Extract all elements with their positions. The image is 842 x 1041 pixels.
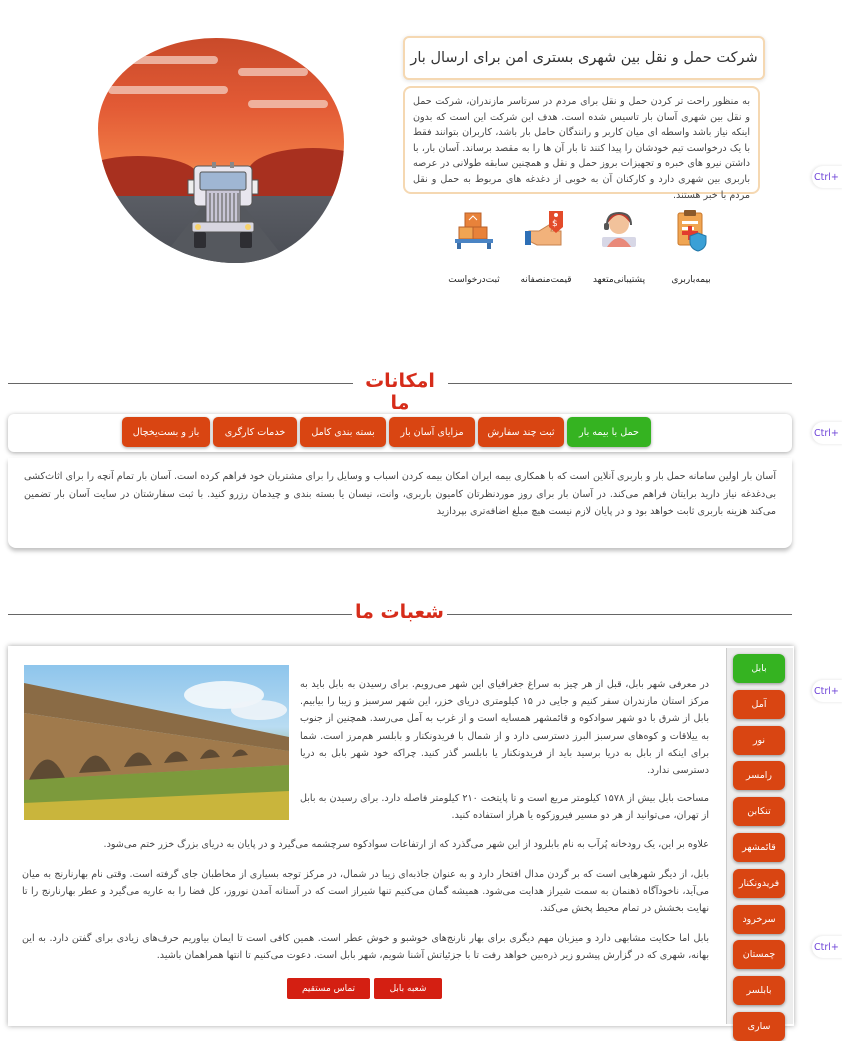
amenity-tab[interactable]: مزایای آسان بار: [389, 417, 475, 447]
divider-line: [8, 383, 353, 384]
branch-tab[interactable]: بابلسر: [733, 976, 785, 1005]
branch-tab[interactable]: آمل: [733, 690, 785, 719]
amenities-text: آسان بار اولین سامانه حمل بار و باربری آنلاین است که با همکاری بیمه ایران امکان بیمه کردن اسباب و وسایل را برای مشتریان خود فراهم کرده است. آسان بار تمام آنچه را برای اثاث‌کشی بی‌دغدغه نیاز دارید برایتان فراهم می‌کند. در آسان بار برای روز موردنظرتان کامیون باربری، وانت، نیسان یا بسته بندی و چیدمان رزرو کنید. با ثبت سفارشتان در سایت آسان بار تضمین می‌کند هزینه باربری ثابت خواهد بود و در پایان لازم نیست هیچ مبلغ اضافه‌تری بپردازید: [8, 458, 792, 548]
feature-insurance: [653, 207, 729, 287]
branch-paragraph: بابل، از دیگر شهرهایی است که بر گردن مدال افتخار دارد و به عنوان جاذبه‌ای زیبا در شمال، در مرکز توجه بسیاری از مخاطبان جای گرفته است. وقتی نام بهارنارنج به میان می‌آید، ناخودآگاه ذهنمان به سمت شیراز هدایت می‌شود. همیشه گمان می‌کنیم تنها شیراز است که در آستانه آمدن نوروز، کل فضا را به عاریه می‌گیرد و عطر بهارنارنج را تا نهایت بخشش در تمام محیط پخش می‌کند.: [22, 869, 709, 915]
branch-babol-button[interactable]: شعبه بابل: [374, 978, 442, 999]
branch-tab[interactable]: نور: [733, 726, 785, 755]
feature-request: [436, 207, 512, 287]
divider-line: [447, 614, 792, 615]
amenity-tab[interactable]: حمل با بیمه بار: [567, 417, 651, 447]
hero-description: به منظور راحت تر کردن حمل و نقل برای مردم در سرتاسر مازندران، شرکت حمل و نقل بین شهری آسان بار تاسیس شده است. هدف این شرکت این است که بدون اینکه نیاز باشد واسطه ای میان کاربر و رانندگان حامل بار باشد، کاربران بتوانند فقط با یک درخواست تیم خودشان را پیدا کنند تا بار آن ها را به مقصد برساند. آسان بار، با داشتن نیرو های خبره و تجهیزات بروز حمل و نقل و همچنین سابقه طولانی در عرصه باربری بین شهری دارد و کارکنان آن به خوبی از دغدغه های مربوط به حمل و نقل مردم با خبر هستند.: [403, 86, 760, 194]
branch-paragraph: بابل اما حکایت مشابهی دارد و میزبان مهم دیگری برای بهار نارنج‌های خوشبو و خوش عطر است. همین کافی است تا ایمان بیاوریم حرف‌های زیادی برای گفتن دارد. به این بهانه، شهری که در گزارش پیشرو زیر ذره‌بین خواهد رفت تا با جزئیاتش آشنا شویم، شهر بابل است. دعوت می‌کنیم تا انتها همراهمان باشید.: [22, 933, 709, 962]
amenity-tab[interactable]: خدمات کارگری: [213, 417, 297, 447]
branch-sidebar: [726, 648, 793, 1032]
amenity-tab[interactable]: باز و بست‌یخچال: [122, 417, 210, 447]
feature-label: بیمه‌باربری: [671, 275, 711, 285]
section-heading-branches: شعبات ما: [355, 601, 444, 623]
branch-tab[interactable]: سرخرود: [733, 905, 785, 934]
feature-label: ثبت‌درخواست: [448, 275, 500, 285]
support-agent-icon: [596, 207, 642, 253]
divider-line: [448, 383, 792, 384]
branch-tab[interactable]: فریدونکنار: [733, 869, 785, 898]
zoom-hint[interactable]: Ctrl+: [812, 166, 842, 188]
branch-paragraph: در معرفی شهر بابل، قبل از هر چیز به سراغ جغرافیای این شهر می‌رویم. برای رسیدن به بابل باید به مرکز استان مازندران سفر کنیم و جایی در ۱۵ کیلومتری دریای خزر، این شهر سرسبز و زیبا را بیابیم. بابل از شرق با دو شهر سوادکوه و قائمشهر همسایه است و از غرب به آمل می‌رسد. همچنین از جنوب به ییلاقات و کوه‌های سرسبز البرز دسترسی دارد و از شمال با فریدونکنار و بابلسر هم‌مرز است. شما برای اینکه از بابل به دریا برسید باید از فریدونکنار یا بابلسر گذر کنید. چراکه خود شهر بابل به دریا دسترسی ندارد.: [300, 679, 709, 777]
fair-price-icon: [523, 207, 569, 253]
branch-tab[interactable]: قائمشهر: [733, 833, 785, 862]
section-heading-amenities: امکانات ما: [365, 370, 435, 414]
branch-tab[interactable]: چمستان: [733, 940, 785, 969]
zoom-hint[interactable]: Ctrl+: [812, 680, 842, 702]
bridge-photo: [24, 665, 289, 820]
amenity-tab[interactable]: ثبت چند سفارش: [478, 417, 564, 447]
amenities-tab-bar: [8, 414, 792, 452]
feature-label: پشتیبانی‌متعهد: [592, 275, 646, 285]
feature-support: [581, 207, 657, 287]
feature-label: قیمت‌منصفانه: [520, 275, 572, 285]
feature-price: [508, 207, 584, 287]
branch-tab[interactable]: تنکابن: [733, 797, 785, 826]
divider-line: [8, 614, 352, 615]
svg-text:$: $: [552, 219, 558, 229]
zoom-hint[interactable]: Ctrl+: [812, 936, 842, 958]
hero-illustration: [98, 38, 344, 263]
truck-icon: [184, 160, 262, 250]
branch-tab[interactable]: رامسر: [733, 761, 785, 790]
branch-tab[interactable]: ساری: [733, 1012, 785, 1041]
direct-contact-button[interactable]: تماس مستقیم: [287, 978, 370, 999]
amenity-tab[interactable]: بسته بندی کامل: [300, 417, 386, 447]
insurance-icon: [668, 207, 714, 253]
branch-paragraph: علاوه بر این، یک رودخانه پُرآب به نام بابلرود از این شهر می‌گذرد که از ارتفاعات سوادکوه سرچشمه می‌گیرد و در پایان به دریای بزرگ خزر ختم می‌شود.: [103, 839, 709, 850]
request-boxes-icon: [451, 207, 497, 253]
zoom-hint[interactable]: Ctrl+: [812, 422, 842, 444]
branch-tab[interactable]: بابل: [733, 654, 785, 683]
hero-title: شرکت حمل و نقل بین شهری بستری امن برای ارسال بار: [403, 36, 765, 80]
branch-paragraph: مساحت بابل بیش از ۱۵۷۸ کیلومتر مربع است و تا پایتخت ۲۱۰ کیلومتر فاصله دارد. برای رسیدن به بابل از تهران، می‌توانید از هر دو مسیر فیروزکوه یا هراز استفاده کنید.: [300, 793, 710, 822]
